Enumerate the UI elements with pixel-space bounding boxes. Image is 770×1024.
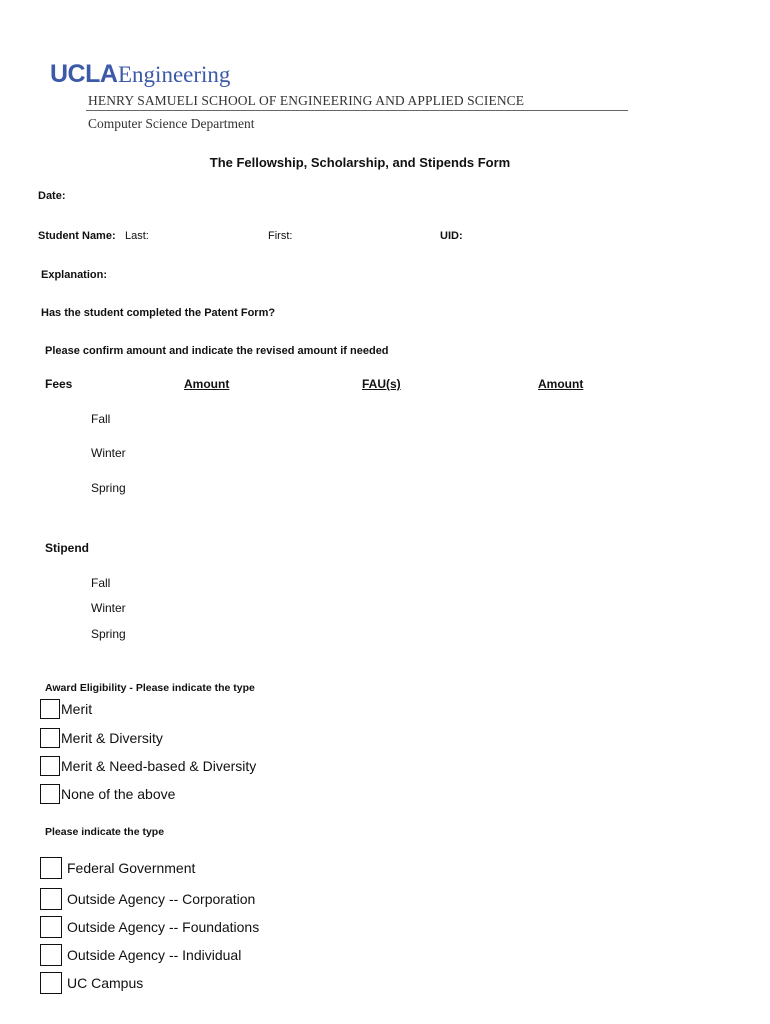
merit-diversity-label: Merit & Diversity <box>61 730 163 746</box>
award-option-merit-diversity[interactable] <box>40 728 163 748</box>
funding-option-federal[interactable] <box>40 857 195 879</box>
student-name-label: Student Name: <box>38 230 116 242</box>
award-option-merit[interactable] <box>40 699 92 719</box>
uid-label: UID: <box>440 230 463 242</box>
logo-engineering: Engineering <box>118 62 231 87</box>
individual-checkbox[interactable] <box>40 944 62 966</box>
none-label: None of the above <box>61 786 176 802</box>
explanation-label: Explanation: <box>41 269 108 281</box>
first-name-label: First: <box>268 230 293 242</box>
funding-option-individual[interactable] <box>40 944 241 966</box>
none-checkbox[interactable] <box>40 784 60 804</box>
merit-need-diversity-checkbox[interactable] <box>40 756 60 776</box>
stipend-heading: Stipend <box>45 541 89 555</box>
merit-checkbox[interactable] <box>40 699 60 719</box>
department-name: Computer Science Department <box>88 116 255 131</box>
date-label: Date: <box>38 190 66 202</box>
foundations-label: Outside Agency -- Foundations <box>67 919 260 935</box>
school-name: HENRY SAMUELI SCHOOL OF ENGINEERING AND APPLIED SCIENCE <box>88 93 525 108</box>
federal-label: Federal Government <box>67 860 196 876</box>
revised-amount-column-header: Amount <box>538 377 584 391</box>
award-option-none[interactable] <box>40 784 175 804</box>
last-name-label: Last: <box>125 230 149 242</box>
corporation-checkbox[interactable] <box>40 888 62 910</box>
funding-option-foundations[interactable] <box>40 916 259 938</box>
federal-checkbox[interactable] <box>40 857 62 879</box>
logo-ucla: UCLA <box>50 60 118 88</box>
merit-diversity-checkbox[interactable] <box>40 728 60 748</box>
header-divider <box>86 110 628 111</box>
funding-type-heading: Please indicate the type <box>45 826 165 838</box>
uc-campus-checkbox[interactable] <box>40 972 62 994</box>
form-title: The Fellowship, Scholarship, and Stipends Form <box>209 155 511 170</box>
individual-label: Outside Agency -- Individual <box>67 947 242 963</box>
fau-column-header: FAU(s) <box>362 377 401 391</box>
stipend-term-fall: Fall <box>91 576 111 590</box>
fees-term-fall: Fall <box>91 412 111 426</box>
confirm-instruction: Please confirm amount and indicate the revised amount if needed <box>45 345 389 357</box>
corporation-label: Outside Agency -- Corporation <box>67 891 256 907</box>
award-eligibility-heading: Award Eligibility - Please indicate the type <box>45 682 255 694</box>
award-option-merit-need-diversity[interactable] <box>40 756 256 776</box>
stipend-term-winter: Winter <box>91 601 126 615</box>
fees-heading: Fees <box>45 377 73 391</box>
patent-question: Has the student completed the Patent Form? <box>41 307 276 319</box>
funding-option-corporation[interactable] <box>40 888 255 910</box>
uc-campus-label: UC Campus <box>67 975 144 991</box>
amount-column-header: Amount <box>184 377 230 391</box>
foundations-checkbox[interactable] <box>40 916 62 938</box>
funding-option-uc-campus[interactable] <box>40 972 143 994</box>
merit-need-diversity-label: Merit & Need-based & Diversity <box>61 758 257 774</box>
stipend-term-spring: Spring <box>91 627 126 641</box>
fees-term-spring: Spring <box>91 481 126 495</box>
merit-label: Merit <box>61 701 93 717</box>
fees-term-winter: Winter <box>91 446 126 460</box>
